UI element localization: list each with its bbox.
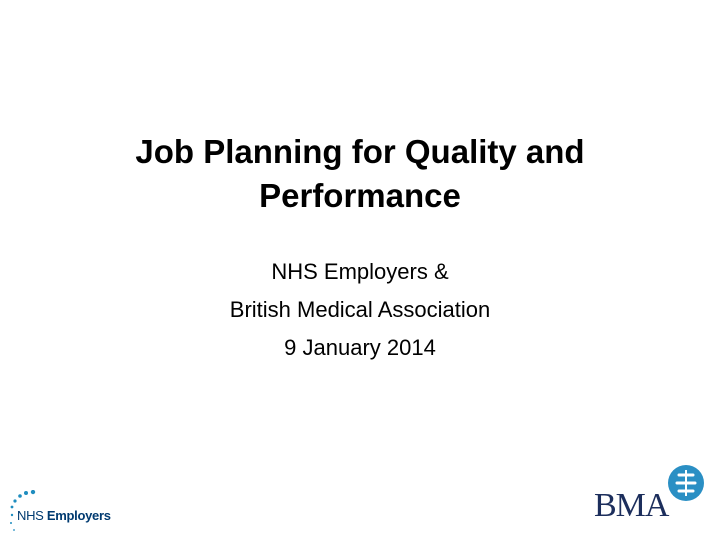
subtitle-organisations-1: NHS Employers & xyxy=(271,259,449,284)
slide-title xyxy=(40,130,680,218)
title-line-1: Job Planning for Quality and xyxy=(135,133,585,170)
nhs-employers-wordmark xyxy=(17,508,111,523)
subtitle-organisations-2: British Medical Association xyxy=(229,297,491,322)
slide-subtitle xyxy=(60,253,660,367)
subtitle-date: 9 January 2014 xyxy=(284,335,436,360)
bma-wordmark: BMA xyxy=(594,487,669,524)
nhs-prefix: NHS xyxy=(17,508,47,523)
bma-emblem-icon xyxy=(667,464,705,502)
nhs-employers-word: Employers xyxy=(46,508,111,523)
title-line-2: Performance xyxy=(259,177,461,214)
